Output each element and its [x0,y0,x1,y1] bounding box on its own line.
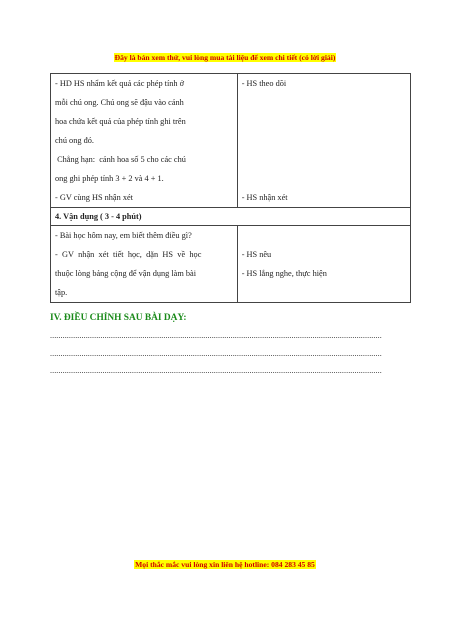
preview-banner-text: Đây là bản xem thử, vui lòng mua tài liệu để xem chi tiết (có lời giải) [114,53,336,62]
text-line: - HS nêu [241,250,272,259]
hotline-banner-text: Mọi thắc mắc vui lòng xin liên hệ hotline: 084 283 45 85 [135,560,315,569]
text-line: tập. [55,288,68,297]
text-line: - HS lắng nghe, thực hiện [241,269,327,278]
text-line: thuộc lòng bảng cộng để vận dụng làm bài [55,269,197,278]
table-row [51,74,411,208]
text-line: - GV nhận xét tiết học, dặn HS về học [55,250,202,259]
teacher-activity-cell [51,74,238,208]
text-line: chú ong đó. [55,136,94,145]
student-activity-cell [237,226,410,303]
hotline-banner [0,560,450,569]
table-row [51,226,411,303]
teacher-activity-cell [51,226,238,303]
text-line: - HS theo dõi [241,79,287,88]
section-header-row [51,208,411,226]
text-line: - GV cùng HS nhận xét [55,193,133,202]
text-line: ong ghi phép tính 3 + 2 và 4 + 1. [55,174,164,183]
text-line: hoa chứa kết quả của phép tính ghi trên [55,117,186,126]
text-line: mỗi chú ong. Chú ong sẽ đậu vào cảnh [55,98,184,107]
section-iv-heading: IV. ĐIỀU CHỈNH SAU BÀI DẠY: [50,313,187,323]
dotted-line: .............................................................................................................................................................. [50,366,382,375]
preview-banner [0,53,450,62]
student-activity-cell [237,74,410,208]
text-line: Chẳng hạn: cảnh hoa số 5 cho các chú [55,155,186,164]
text-line: - Bài học hôm nay, em biết thêm điều gì? [55,231,192,240]
text-line: - HS nhận xét [241,193,288,202]
dotted-line: .............................................................................................................................................................. [50,331,382,340]
text-line: - HD HS nhẩm kết quả các phép tính ở [55,79,185,88]
dotted-line: .............................................................................................................................................................. [50,349,382,358]
section-4-title: 4. Vận dụng ( 3 - 4 phút) [51,208,411,226]
lesson-table [50,73,411,303]
